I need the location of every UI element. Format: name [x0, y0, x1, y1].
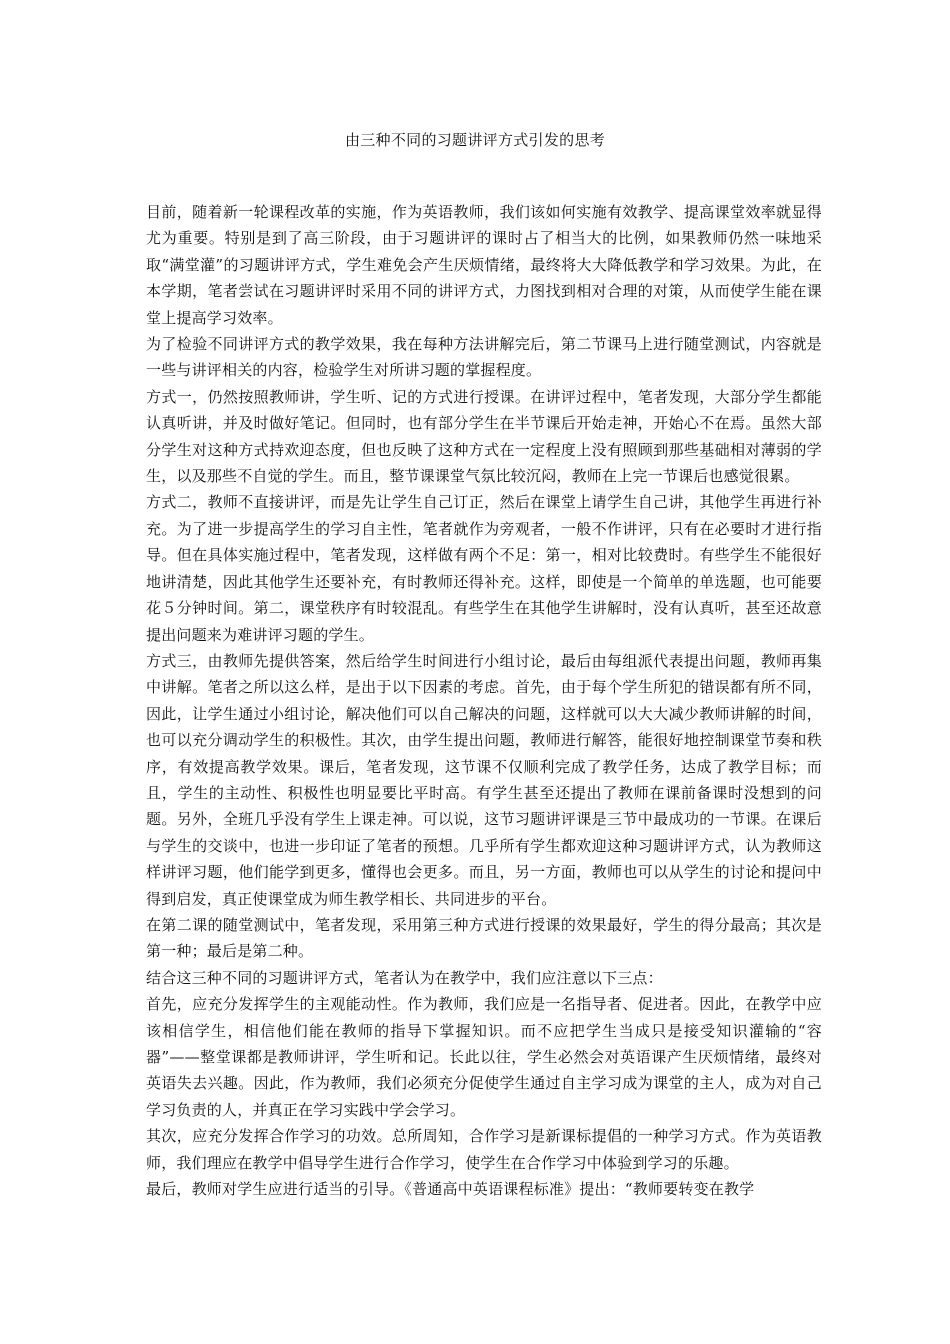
paragraph-intro: 目前，随着新一轮课程改革的实施，作为英语教师，我们该如何实施有效教学、提高课堂效率就显得尤为重要。特别是到了高三阶段，由于习题讲评的课时占了相当大的比例，如果教师仍然一味地采取“满堂灌”的习题讲评方式，学生难免会产生厌烦情绪，最终将大大降低教学和学习效果。为此，在本学期，笔者尝试在习题讲评时采用不同的讲评方式，力图找到相对合理的对策，从而使学生能在课堂上提高学习效率。 — [146, 203, 822, 327]
paragraph-testing: 为了检验不同讲评方式的教学效果，我在每种方法讲解完后，第二节课马上进行随堂测试，内容就是一些与讲评相关的内容，检验学生对所讲习题的掌握程度。 — [146, 335, 822, 380]
paragraph-method-two: 方式二，教师不直接讲评，而是先让学生自己订正，然后在课堂上请学生自己讲，其他学生再进行补充。为了进一步提高学生的学习自主性，笔者就作为旁观者，一般不作讲评，只有在必要时才进行指导。但在具体实施过程中，笔者发现，这样做有两个不足：第一，相对比较费时。有些学生不能很好地讲清楚，因此其他学生还要补充，有时教师还得补充。这样，即使是一个简单的单选题，也可能要花５分钟时间。第二，课堂秩序有时较混乱。有些学生在其他学生讲解时，没有认真听，甚至还故意提出问题来为难讲评习题的学生。 — [146, 493, 822, 644]
paragraph-point-three: 最后，教师对学生应进行适当的引导。《普通高中英语课程标准》提出：“教师要转变在教学 — [146, 1180, 755, 1199]
document-title: 由三种不同的习题讲评方式引发的思考 — [344, 131, 606, 149]
document-body — [146, 199, 822, 1202]
paragraph-three-points: 结合这三种不同的习题讲评方式，笔者认为在教学中，我们应注意以下三点： — [146, 968, 663, 987]
paragraph-point-one: 首先，应充分发挥学生的主观能动性。作为教师，我们应是一名指导者、促进者。因此，在教学中应该相信学生，相信他们能在教师的指导下掌握知识。而不应把学生当成只是接受知识灌输的“容器”——整堂课都是教师讲评，学生听和记。长此以往，学生必然会对英语课产生厌烦情绪，最终对英语失去兴趣。因此，作为教师，我们必须充分促使学生通过自主学习成为课堂的主人，成为对自己学习负责的人，并真正在学习实践中学会学习。 — [146, 995, 822, 1119]
paragraph-method-one: 方式一，仍然按照教师讲，学生听、记的方式进行授课。在讲评过程中，笔者发现，大部分学生都能认真听讲，并及时做好笔记。但同时，也有部分学生在半节课后开始走神，开始心不在焉。虽然大部分学生对这种方式持欢迎态度，但也反映了这种方式在一定程度上没有照顾到那些基础相对薄弱的学生，以及那些不自觉的学生。而且，整节课课堂气氛比较沉闷，教师在上完一节课后也感觉很累。 — [146, 387, 822, 486]
paragraph-test-results: 在第二课的随堂测试中，笔者发现，采用第三种方式进行授课的效果最好，学生的得分最高；其次是第一种；最后是第二种。 — [146, 915, 822, 961]
paragraph-method-three: 方式三，由教师先提供答案，然后给学生时间进行小组讨论，最后由每组派代表提出问题，教师再集中讲解。笔者之所以这么样，是出于以下因素的考虑。首先，由于每个学生所犯的错误都有所不同，因此，让学生通过小组讨论，解决他们可以自己解决的问题，这样就可以大大减少教师讲解的时间，也可以充分调动学生的积极性。其次，由学生提出问题，教师进行解答，能很好地控制课堂节奏和秩序，有效提高教学效果。课后，笔者发现，这节课不仅顺利完成了教学任务，达成了教学目标；而且，学生的主动性、积极性也明显要比平时高。有学生甚至还提出了教师在课前备课时没想到的问题。另外，全班几乎没有学生上课走神。可以说，这节习题讲评课是三节中最成功的一节课。在课后与学生的交谈中，也进一步印证了笔者的预想。几乎所有学生都欢迎这种习题讲评方式，认为教师这样讲评习题，他们能学到更多，懂得也会更多。而且，另一方面，教师也可以从学生的讨论和提问中得到启发，真正使课堂成为师生教学相长、共同进步的平台。 — [146, 651, 822, 908]
paragraph-point-two: 其次，应充分发挥合作学习的功效。总所周知，合作学习是新课标提倡的一种学习方式。作为英语教师，我们理应在教学中倡导学生进行合作学习，使学生在合作学习中体验到学习的乐趣。 — [146, 1127, 822, 1172]
